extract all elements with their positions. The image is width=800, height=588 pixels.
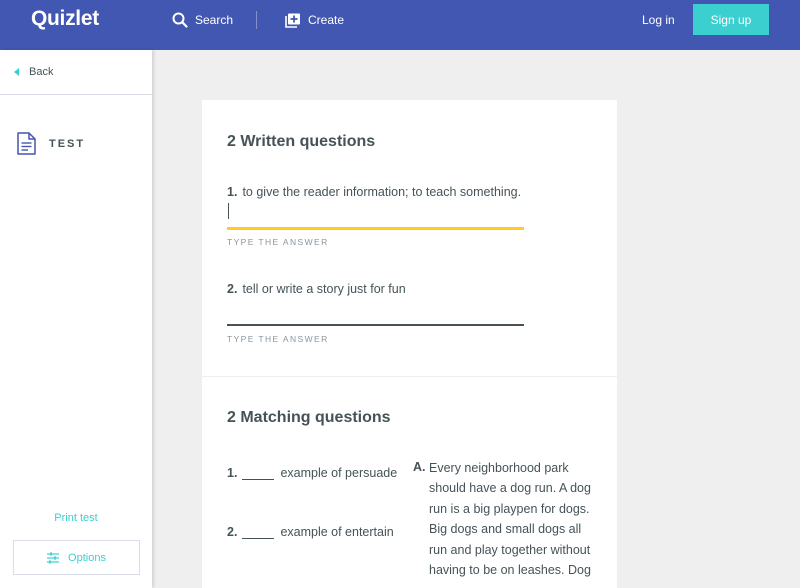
nav-divider [256, 11, 257, 29]
question-prompt: example of persuade [280, 466, 398, 480]
print-test-link[interactable]: Print test [54, 512, 98, 524]
mode-label: TEST [49, 137, 86, 150]
top-navigation-bar [0, 0, 800, 50]
type-answer-label-2: TYPE THE ANSWER [227, 334, 329, 344]
match-blank-1[interactable] [242, 467, 274, 480]
back-arrow-icon [14, 68, 19, 76]
section-divider [202, 376, 617, 377]
search-button[interactable] [172, 10, 233, 30]
search-label: Search [195, 13, 234, 27]
answer-underline-active [227, 227, 524, 230]
question-number: 2. [227, 282, 238, 296]
login-link[interactable]: Log in [642, 13, 675, 27]
question-prompt: to give the reader information; to teach something. [242, 185, 522, 199]
match-option-letter: A. [413, 460, 426, 474]
written-question-2 [227, 282, 406, 296]
match-option-text: Every neighborhood park should have a dog run. A dog run is a big playpen for dogs. Big dogs and small dogs all run and play together without having to be on leashes. Dog [429, 461, 591, 578]
create-label: Create [308, 13, 345, 27]
quizlet-logo[interactable]: Quizlet [31, 7, 99, 30]
matching-question-2 [227, 525, 394, 539]
match-blank-2[interactable] [242, 526, 274, 539]
question-prompt: example of entertain [280, 525, 394, 539]
back-button[interactable] [0, 50, 152, 95]
study-mode-test [17, 132, 85, 155]
question-number: 1. [227, 466, 238, 480]
options-label: Options [68, 551, 106, 564]
answer-input-2[interactable] [227, 299, 524, 321]
answer-underline [227, 324, 524, 326]
type-answer-label-1: TYPE THE ANSWER [227, 237, 329, 247]
matching-question-1 [227, 466, 397, 480]
back-label: Back [29, 66, 54, 78]
written-questions-heading: 2 Written questions [227, 133, 376, 150]
test-document-icon [17, 132, 36, 155]
question-number: 1. [227, 185, 238, 199]
written-question-1 [227, 185, 521, 199]
question-number: 2. [227, 525, 238, 539]
create-set-icon [285, 13, 301, 28]
question-prompt: tell or write a story just for fun [242, 282, 406, 296]
text-cursor [228, 203, 229, 219]
search-icon [172, 12, 188, 28]
options-button[interactable] [13, 540, 140, 575]
sliders-icon [47, 552, 59, 564]
create-button[interactable] [285, 10, 344, 30]
matching-questions-heading: 2 Matching questions [227, 409, 391, 426]
signup-button[interactable]: Sign up [693, 4, 769, 35]
test-card [202, 100, 617, 588]
answer-input-1[interactable] [227, 200, 524, 222]
sidebar [0, 50, 152, 588]
